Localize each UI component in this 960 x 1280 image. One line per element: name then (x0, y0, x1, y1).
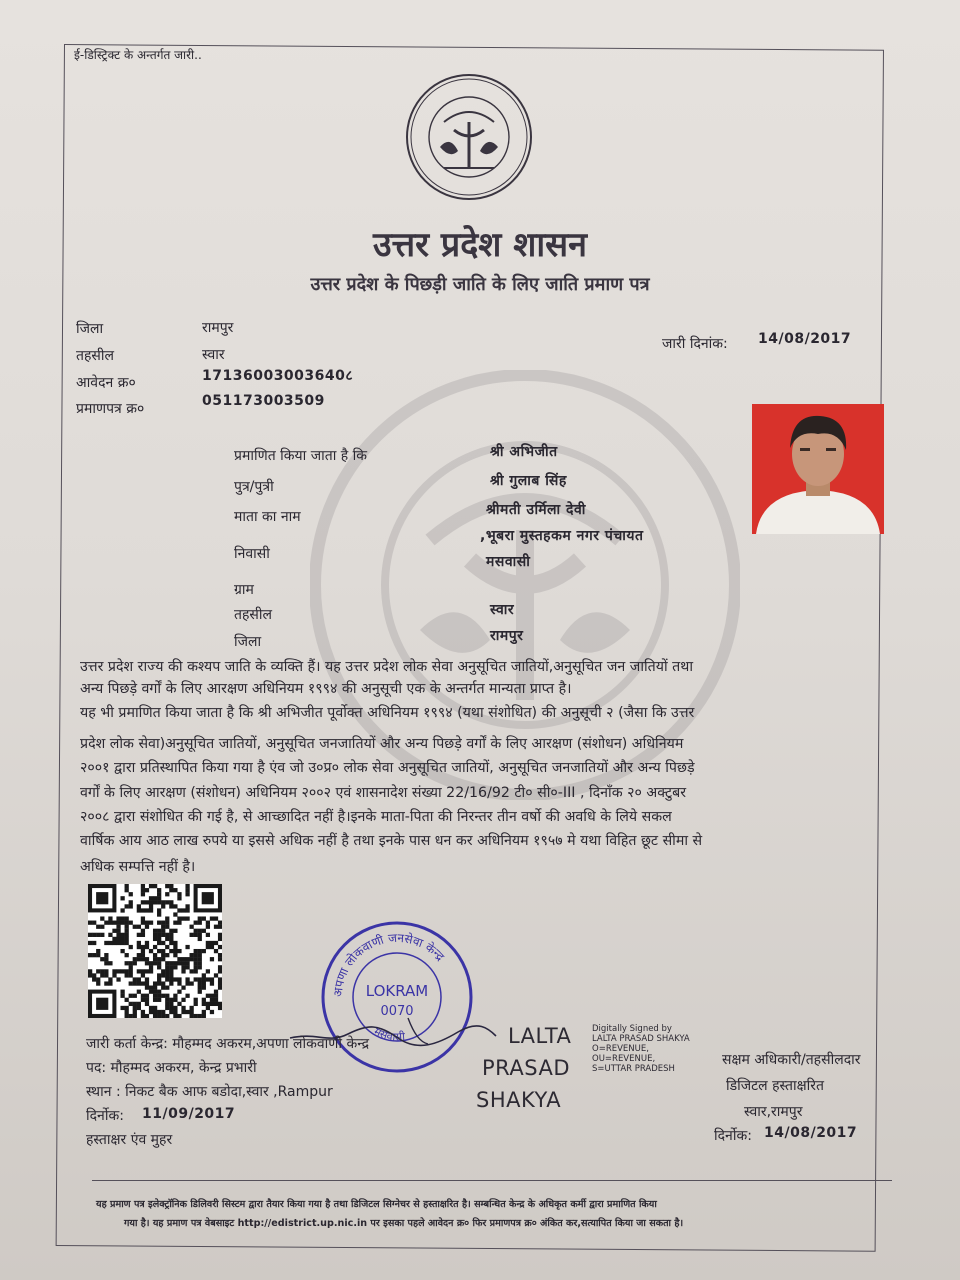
person-tehsil-value: स्वार (490, 602, 515, 618)
person-tehsil-label: तहसील (234, 607, 272, 623)
body-line-4: प्रदेश लोक सेवा)अनुसूचित जातियों, अनुसूचित जनजातियों और अन्य पिछड़े वर्गों के लिए आरक्षण (संशोधन) अधिनियम (80, 736, 684, 752)
resident-address-line1: ,भूबरा मुस्तहकम नगर पंचायत (480, 528, 644, 544)
body-line-2: अन्य पिछड़े वर्गों के लिए आरक्षण अधिनियम १९९४ की अनुसूची एक के अन्तर्गत मान्यता प्राप्त है। (80, 681, 572, 697)
body-line-7: २००८ द्वारा संशोधित की गई है, से आच्छादित नहीं है।इनके माता-पिता की निरन्तर तीन वर्षो की अवधि के लिये सकल (80, 809, 672, 825)
edistrict-note: ई-डिस्ट्रिक्ट के अन्तर्गत जारी.. (74, 48, 202, 62)
issuer-centre: जारी कर्ता केन्द्र: मौहम्मद अकरम,अपणा लोकवाणी केन्द्र (86, 1036, 370, 1052)
certificate-number: 051173003509 (202, 393, 325, 409)
applicant-photo (752, 404, 884, 534)
qr-code (88, 884, 222, 1018)
authority-date-label: दिर्नोक: (714, 1128, 752, 1144)
body-line-6: वर्गों के लिए आरक्षण (संशोधन) अधिनियम २००२ एवं शासनादेश संख्या 22/16/92 टी० सी०-III , दिनाँक २० अक्टुबर (80, 785, 687, 801)
stamp-name: LOKRAM (365, 982, 429, 1000)
body-line-1: उत्तर प्रदेश राज्य की कश्यप जाति के व्यक्ति हैं। यह उत्तर प्रदेश लोक सेवा अनुसूचित जातियों,अनुसूचित जन जातियों तथा (80, 659, 693, 675)
issuer-date-value: 11/09/2017 (142, 1106, 236, 1122)
body-line-5: २००१ द्वारा प्रतिस्थापित किया गया है एंव जो उ०प्र० लोक सेवा अनुसूचित जातियों, अनुसूचित जनजातियों और अन्य पिछड़े (80, 760, 695, 776)
mother-name: श्रीमती उर्मिला देवी (486, 502, 586, 518)
authority-date-value: 14/08/2017 (764, 1125, 858, 1141)
body-line-3: यह भी प्रमाणित किया जाता है कि श्री अभिजीत पूर्वोक्त अधिनियम १९९४ (यथा संशोधित) की अनुसूची २ (जैसा कि उत्तर (80, 705, 695, 721)
signer-name-line3: SHAKYA (476, 1088, 562, 1112)
body-line-9: अधिक सम्पत्ति नहीं है। (80, 859, 196, 875)
footer-divider (92, 1180, 892, 1181)
authority-digital-signed: डिजिटल हस्ताक्षरित (726, 1078, 824, 1094)
up-government-emblem (404, 72, 534, 202)
resident-address-line2: मसवासी (486, 554, 531, 570)
village-label: ग्राम (234, 582, 254, 598)
footer-note-line1: यह प्रमाण पत्र इलेक्ट्रॉनिक डिलिवरी सिस्टम द्वारा तैयार किया गया है तथा डिजिटल सिग्नेचर से हस्ताक्षरित है। सम्बन्धित केन्द्र के अधिकृत कर्मी द्वारा प्रमाणित किया (96, 1199, 657, 1210)
stamp-bottom-text: मसवासी (371, 1025, 406, 1044)
parent-label: पुत्र/पुत्री (234, 479, 274, 495)
page-title: उत्तर प्रदेश शासन (372, 225, 587, 265)
certificate-label: प्रमाणपत्र क्र० (76, 401, 145, 417)
digital-signature-details: Digitally Signed by LALTA PRASAD SHAKYA O=REVENUE, OU=REVENUE, S=UTTAR PRADESH (592, 1024, 690, 1074)
certified-label: प्रमाणित किया जाता है कि (234, 448, 368, 464)
signer-name-line2: PRASAD (482, 1056, 571, 1080)
footer-note-line2: गया है। यह प्रमाण पत्र वेबसाइट http://edistrict.up.nic.in पर इसका पहले आवेदन क्र० फिर प्रमाणपत्र क्र० अंकित कर,सत्यापित किया जा सकता है। (124, 1218, 684, 1229)
authority-title: सक्षम अधिकारी/तहसीलदार (722, 1052, 861, 1068)
signer-name-line1: LALTA (508, 1024, 572, 1048)
mother-label: माता का नाम (234, 509, 301, 525)
authority-place: स्वार,रामपुर (744, 1104, 803, 1120)
parent-name: श्री गुलाब सिंह (490, 473, 567, 489)
applicant-name: श्री अभिजीत (490, 444, 558, 460)
certificate-subtitle: उत्तर प्रदेश के पिछड़ी जाति के लिए जाति प्रमाण पत्र (310, 274, 650, 295)
stamp-top-text: अपणा लोकवाणी जनसेवा केन्द्र (330, 930, 448, 998)
issuer-place: स्थान : निकट बैक आफ बडोदा,स्वार ,Rampur (86, 1084, 333, 1100)
issuer-date-label: दिर्नोक: (86, 1108, 124, 1124)
issuer-post: पद: मौहम्मद अकरम, केन्द्र प्रभारी (86, 1060, 257, 1076)
application-number: 17136003003640८ (202, 368, 354, 384)
issue-date-value: 14/08/2017 (758, 331, 852, 347)
person-district-value: रामपुर (490, 628, 524, 644)
body-line-8: वार्षिक आय आठ लाख रुपये या इससे अधिक नहीं है तथा इनके पास धन कर अधिनियम १९५७ मे यथा विहित छूट सीमा से (80, 833, 703, 849)
resident-label: निवासी (234, 546, 270, 562)
sign-seal-label: हस्ताक्षर एंव मुहर (86, 1132, 173, 1148)
stamp-code: 0070 (380, 1004, 414, 1019)
tehsil-label: तहसील (76, 348, 114, 364)
application-label: आवेदन क्र० (76, 375, 136, 391)
district-value: रामपुर (202, 320, 234, 336)
tehsil-value: स्वार (202, 347, 225, 363)
district-label: जिला (76, 321, 104, 337)
issue-date-label: जारी दिनांक: (662, 336, 728, 352)
person-district-label: जिला (234, 634, 262, 650)
